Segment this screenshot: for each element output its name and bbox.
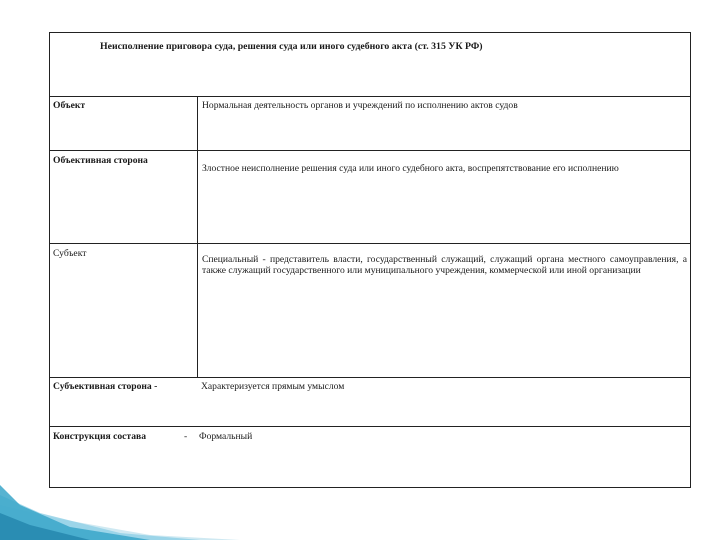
row-value-construction: Формальный: [199, 431, 253, 442]
row-divider: [49, 243, 691, 244]
row-label-subjective-side: Субъективная сторона -: [53, 381, 158, 392]
row-divider: [49, 426, 691, 427]
corner-decoration: [0, 455, 240, 540]
row-label-construction: Конструкция состава: [53, 431, 146, 442]
row-divider: [49, 377, 691, 378]
row-divider: [49, 150, 691, 151]
document-title: Неисполнение приговора суда, решения суда или иного судебного акта (ст. 315 УК РФ): [100, 41, 483, 52]
row-value-subjective-side: Характеризуется прямым умыслом: [201, 381, 345, 392]
row-dash-construction: -: [184, 431, 188, 442]
row-value-subject: Специальный - представитель власти, государственный служащий, служащий органа местного самоуправления, а также служащий государственного или муниципального учреждения, коммерческой или иной организации: [202, 254, 687, 276]
row-divider: [49, 96, 691, 97]
row-value-object: Нормальная деятельность органов и учреждений по исполнению актов судов: [202, 100, 518, 111]
row-label-objective-side: Объективная сторона: [53, 155, 148, 166]
column-divider: [197, 96, 198, 377]
row-label-object: Объект: [53, 100, 86, 111]
row-label-subject: Субъект: [53, 248, 87, 259]
row-value-objective-side: Злостное неисполнение решения суда или иного судебного акта, воспрепятствование его исполнению: [202, 163, 619, 174]
